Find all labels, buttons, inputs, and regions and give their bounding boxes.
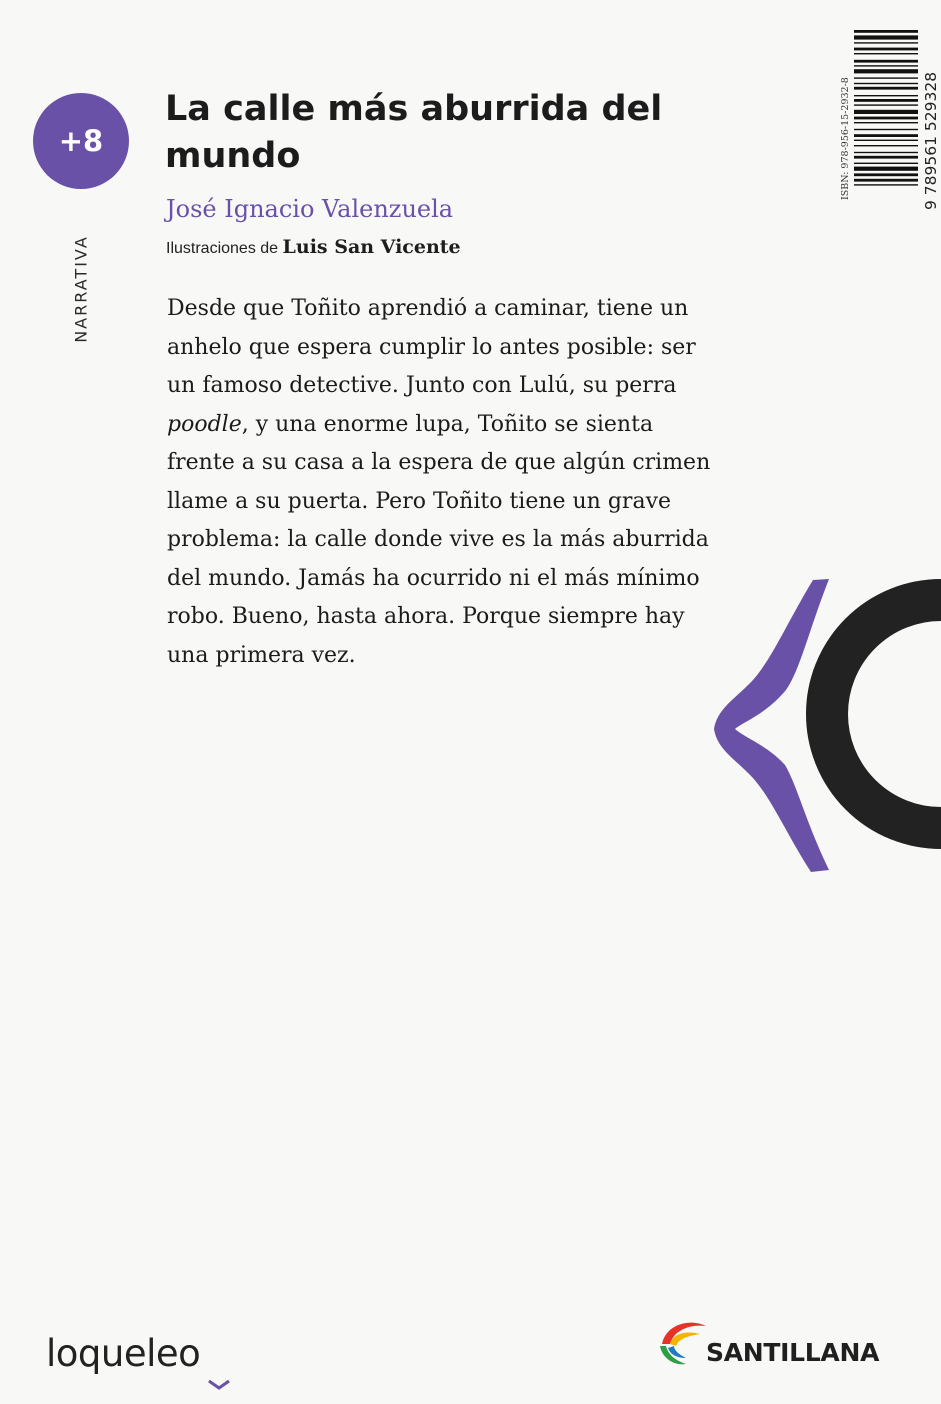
barcode-bars — [854, 30, 918, 186]
santillana-publisher: SANTILLANA — [706, 1338, 880, 1367]
book-title: La calle más aburrida del mundo — [165, 89, 663, 176]
illustrator-name: Luis San Vicente — [282, 236, 461, 258]
age-rating-text: +8 — [58, 124, 104, 158]
barcode-graphic — [828, 24, 938, 214]
decorative-shapes — [705, 570, 941, 880]
author-name: José Ignacio Valenzuela — [166, 195, 454, 223]
isbn-label: ISBN: 978-956-15-2932-8 — [840, 77, 851, 200]
loqueleo-chevron-icon — [207, 1379, 231, 1391]
synopsis-italic-word: poodle — [167, 411, 242, 437]
isbn-barcode — [828, 24, 938, 214]
santillana-logo-icon — [656, 1316, 710, 1370]
synopsis-text — [167, 290, 712, 675]
illustrator-prefix: Ilustraciones de — [166, 240, 279, 257]
age-rating-badge — [33, 93, 129, 189]
loqueleo-logo: loqueleo — [46, 1332, 201, 1375]
barcode-digits: 9 789561 529328 — [922, 71, 940, 210]
black-circle-arc — [827, 600, 941, 828]
synopsis-part-1: Desde que Toñito aprendió a caminar, tiene un anhelo que espera cumplir lo antes posible: ser un famoso detective. Junto con Lulú, su perra — [167, 296, 696, 398]
illustrator-credit — [166, 236, 461, 258]
genre-label: NARRATIVA — [71, 235, 91, 343]
synopsis-part-2: , y una enorme lupa, Toñito se sienta frente a su casa a la espera de que algún crimen llame a su puerta. Pero Toñito tiene un grave problema: la calle donde vive es la más aburrida del mundo. Jamás ha ocurrido ni el más mínimo robo. Bueno, hasta ahora. Porque siempre hay una primera vez. — [167, 411, 711, 668]
